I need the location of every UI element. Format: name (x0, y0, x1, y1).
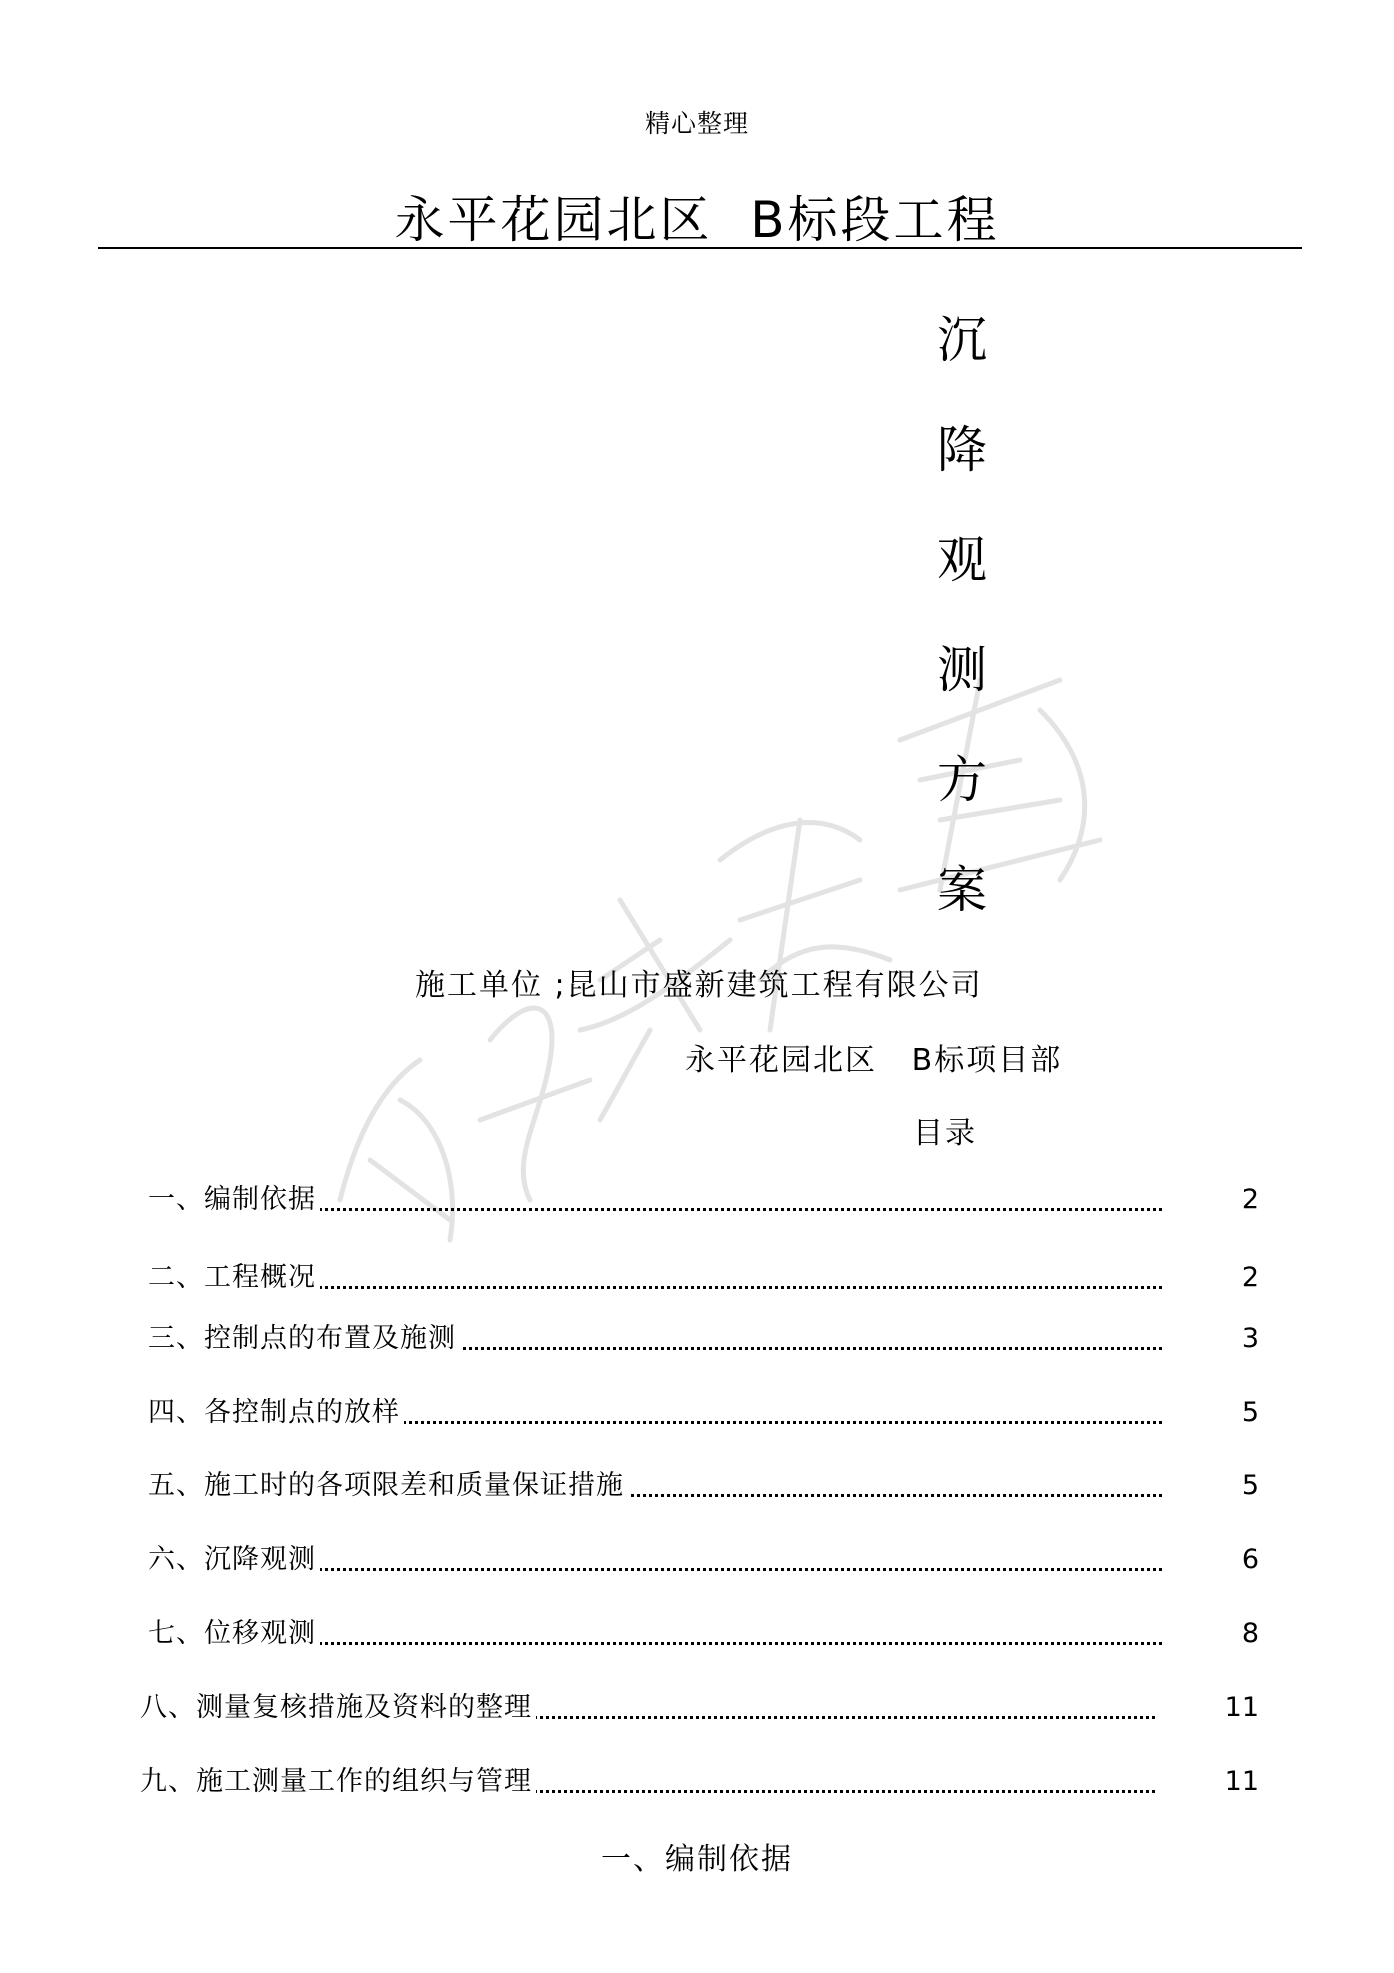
toc-entry[interactable] (140, 1614, 1265, 1654)
toc-entry[interactable] (140, 1393, 1265, 1433)
toc-entry-page: 11 (1224, 1692, 1259, 1723)
toc-entry-page: 3 (1241, 1323, 1259, 1354)
toc-entry-label: 三、控制点的布置及施测 (148, 1319, 460, 1359)
toc-entry-label: 一、编制依据 (148, 1180, 320, 1220)
toc-entry[interactable] (140, 1762, 1265, 1802)
toc-entry[interactable] (140, 1258, 1265, 1298)
toc-entry-label: 四、各控制点的放样 (148, 1393, 404, 1433)
document-title-char: 案 (937, 861, 987, 919)
toc-heading: 目录 (913, 1116, 977, 1151)
document-title-vertical (927, 300, 997, 960)
section-heading: 一、编制依据 (601, 1842, 793, 1877)
toc-entry-page: 6 (1241, 1544, 1259, 1575)
project-title: 永平花园北区 B标段工程 (394, 191, 1000, 249)
toc-entry[interactable] (140, 1540, 1265, 1580)
title-divider (98, 247, 1302, 249)
toc-entry-page: 2 (1241, 1184, 1259, 1215)
project-department: 永平花园北区 B标项目部 (685, 1043, 1063, 1078)
construction-company: 施工单位 ;昆山市盛新建筑工程有限公司 (415, 968, 983, 1003)
document-title-char: 沉 (937, 311, 987, 369)
toc-entry-page: 2 (1241, 1262, 1259, 1293)
toc-entry-page: 5 (1241, 1397, 1259, 1428)
toc-entry-label: 九、施工测量工作的组织与管理 (140, 1762, 536, 1802)
header-note: 精心整理 (644, 109, 749, 138)
document-title-char: 降 (937, 421, 987, 479)
toc-entry-label: 七、位移观测 (148, 1614, 320, 1654)
toc-entry[interactable] (140, 1688, 1265, 1728)
document-title-char: 测 (937, 641, 987, 699)
document-title-char: 方 (937, 751, 987, 809)
toc-entry-label: 六、沉降观测 (148, 1540, 320, 1580)
toc-entry-page: 11 (1224, 1766, 1259, 1797)
toc-entry-label: 八、测量复核措施及资料的整理 (140, 1688, 536, 1728)
document-title-char: 观 (937, 531, 987, 589)
toc-entry[interactable] (140, 1180, 1265, 1220)
toc-entry[interactable] (140, 1319, 1265, 1359)
toc-entry-label: 五、施工时的各项限差和质量保证措施 (148, 1466, 628, 1506)
toc-entry[interactable] (140, 1466, 1265, 1506)
toc-entry-label: 二、工程概况 (148, 1258, 320, 1298)
toc-entry-page: 8 (1241, 1618, 1259, 1649)
watermark (300, 560, 1200, 1260)
toc-entry-page: 5 (1241, 1470, 1259, 1501)
